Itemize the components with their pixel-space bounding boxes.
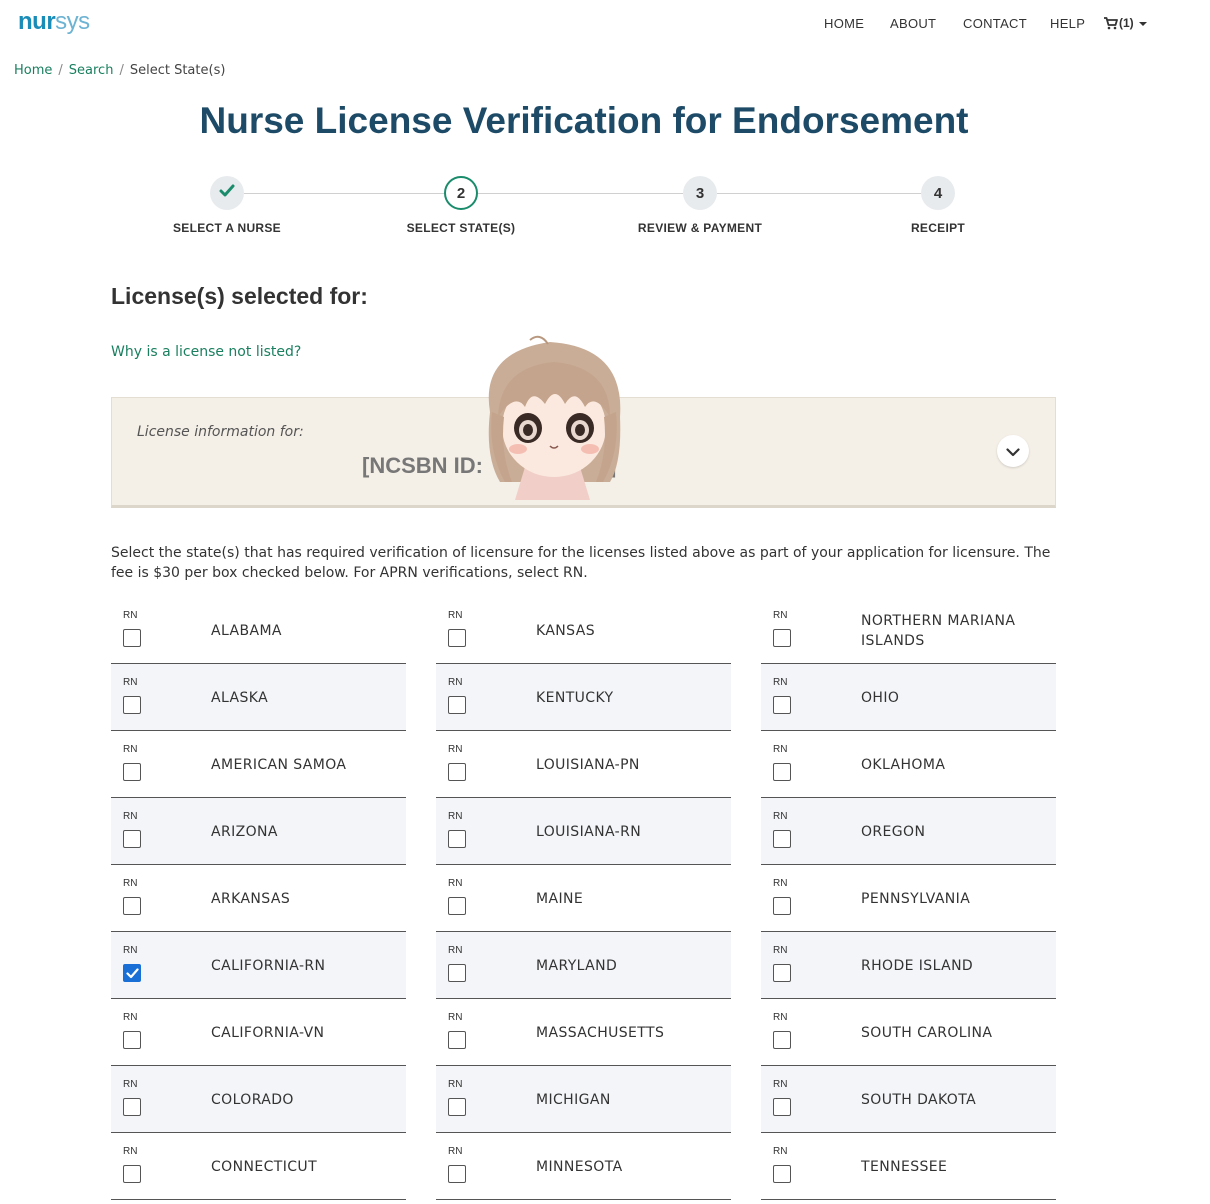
- state-name: KENTUCKY: [536, 689, 614, 706]
- checkmark-icon: [126, 968, 139, 979]
- shopping-cart-icon: [1104, 17, 1118, 30]
- state-name: SOUTH CAROLINA: [861, 1024, 993, 1041]
- state-name: ARKANSAS: [211, 890, 291, 907]
- breadcrumb-current: Select State(s): [129, 63, 226, 78]
- state-checkbox[interactable]: [123, 897, 141, 915]
- license-type-label: RN: [448, 878, 463, 889]
- state-name: CALIFORNIA-VN: [211, 1024, 325, 1041]
- state-checkbox[interactable]: [123, 696, 141, 714]
- step-connector: [244, 193, 444, 194]
- state-name: KANSAS: [536, 622, 595, 639]
- license-info-label: License information for:: [137, 424, 304, 440]
- step-3-indicator: 3: [683, 176, 717, 210]
- step-4-label: RECEIPT: [910, 221, 966, 235]
- breadcrumb: [14, 63, 225, 78]
- state-checkbox[interactable]: [448, 1031, 466, 1049]
- license-type-label: RN: [773, 1079, 788, 1090]
- state-row: [111, 1066, 406, 1133]
- state-name: CONNECTICUT: [211, 1158, 318, 1175]
- license-type-label: RN: [773, 811, 788, 822]
- state-row: [761, 1133, 1056, 1200]
- state-name: PENNSYLVANIA: [861, 890, 971, 907]
- expand-panel-button[interactable]: [997, 435, 1029, 467]
- state-checkbox[interactable]: [448, 696, 466, 714]
- state-row: [436, 1066, 731, 1133]
- license-type-label: RN: [123, 811, 138, 822]
- state-name: LOUISIANA-PN: [536, 756, 640, 773]
- license-type-label: RN: [123, 945, 138, 956]
- license-type-label: RN: [773, 744, 788, 755]
- logo-text-secondary: sys: [55, 8, 90, 35]
- state-name: CALIFORNIA-RN: [211, 957, 326, 974]
- step-2-label: SELECT STATE(S): [406, 221, 516, 235]
- state-row: [436, 865, 731, 932]
- license-type-label: RN: [123, 1146, 138, 1157]
- license-type-label: RN: [448, 811, 463, 822]
- step-connector: [717, 193, 921, 194]
- state-row: [436, 798, 731, 865]
- state-name: OREGON: [861, 823, 926, 840]
- state-checkbox[interactable]: [123, 763, 141, 781]
- step-4-indicator: 4: [921, 176, 955, 210]
- state-column-2: [436, 597, 731, 1200]
- state-name: OHIO: [861, 689, 900, 706]
- state-checkbox[interactable]: [123, 1165, 141, 1183]
- step-2-indicator: 2: [444, 176, 478, 210]
- state-row: [111, 932, 406, 999]
- state-row: [111, 865, 406, 932]
- state-row: [436, 664, 731, 731]
- state-checkbox[interactable]: [448, 763, 466, 781]
- state-checkbox[interactable]: [123, 1098, 141, 1116]
- logo-text-primary: nur: [18, 8, 56, 35]
- state-row: [761, 664, 1056, 731]
- chevron-down-icon: [1006, 442, 1020, 461]
- license-type-label: RN: [448, 1146, 463, 1157]
- state-checkbox[interactable]: [448, 1165, 466, 1183]
- top-navbar: [0, 0, 1210, 50]
- state-row: [111, 1133, 406, 1200]
- state-name: NORTHERN MARIANA ISLANDS: [861, 612, 1016, 649]
- state-checkbox[interactable]: [123, 830, 141, 848]
- license-type-label: RN: [773, 1146, 788, 1157]
- state-checkbox[interactable]: [773, 1165, 791, 1183]
- license-type-label: RN: [448, 1012, 463, 1023]
- license-type-label: RN: [773, 610, 788, 621]
- state-row: [761, 1066, 1056, 1133]
- main-nav: [0, 16, 1210, 36]
- nav-contact-link[interactable]: CONTACT: [963, 16, 1027, 31]
- state-row: [111, 798, 406, 865]
- state-name: COLORADO: [211, 1091, 294, 1108]
- state-name: AMERICAN SAMOA: [211, 756, 347, 773]
- breadcrumb-home-link[interactable]: Home: [14, 63, 53, 78]
- state-checkbox[interactable]: [123, 629, 141, 647]
- license-type-label: RN: [448, 677, 463, 688]
- license-type-label: RN: [123, 677, 138, 688]
- state-row: [111, 664, 406, 731]
- state-row: [111, 999, 406, 1066]
- state-name: SOUTH DAKOTA: [861, 1091, 977, 1108]
- state-checkbox[interactable]: [448, 897, 466, 915]
- license-type-label: RN: [448, 744, 463, 755]
- state-name: RHODE ISLAND: [861, 957, 974, 974]
- step-connector: [478, 193, 683, 194]
- cart-dropdown[interactable]: [1104, 16, 1147, 30]
- state-row: [436, 1133, 731, 1200]
- state-checkbox[interactable]: [773, 696, 791, 714]
- step-1-label: SELECT A NURSE: [173, 221, 281, 235]
- state-name: MASSACHUSETTS: [536, 1024, 665, 1041]
- breadcrumb-separator: /: [58, 63, 63, 78]
- nav-help-link[interactable]: HELP: [1050, 16, 1086, 31]
- state-column-1: [111, 597, 406, 1200]
- state-checkbox[interactable]: [448, 629, 466, 647]
- caret-down-icon: [1139, 22, 1147, 26]
- nav-about-link[interactable]: ABOUT: [890, 16, 937, 31]
- state-row: [761, 932, 1056, 999]
- state-row: [761, 731, 1056, 798]
- state-checkbox[interactable]: [773, 1098, 791, 1116]
- license-type-label: RN: [773, 677, 788, 688]
- state-row: [436, 932, 731, 999]
- state-column-3: [761, 597, 1056, 1200]
- checkmark-icon: [219, 184, 235, 202]
- progress-stepper: [0, 176, 1210, 246]
- state-name: MICHIGAN: [536, 1091, 611, 1108]
- license-type-label: RN: [773, 945, 788, 956]
- state-checkbox[interactable]: [773, 830, 791, 848]
- state-checkbox[interactable]: [773, 629, 791, 647]
- state-name: MARYLAND: [536, 957, 618, 974]
- state-name: ALASKA: [211, 689, 269, 706]
- state-row: [436, 731, 731, 798]
- step-1-indicator: [210, 176, 244, 210]
- state-name: MAINE: [536, 890, 584, 907]
- why-license-not-listed-link[interactable]: Why is a license not listed?: [111, 344, 302, 360]
- state-name: TENNESSEE: [861, 1158, 948, 1175]
- state-name: ARIZONA: [211, 823, 278, 840]
- state-row: [761, 865, 1056, 932]
- license-section-title: License(s) selected for:: [111, 283, 368, 309]
- step-3-label: REVIEW & PAYMENT: [637, 221, 763, 235]
- state-name: OKLAHOMA: [861, 756, 946, 773]
- state-row: [436, 597, 731, 664]
- nav-home-link[interactable]: HOME: [824, 16, 865, 31]
- state-row: [761, 597, 1056, 664]
- anime-girl-sticker: [470, 332, 638, 502]
- license-type-label: RN: [123, 1079, 138, 1090]
- ncsbn-id: [NCSBN ID:: [362, 453, 483, 478]
- state-name: ALABAMA: [211, 622, 282, 639]
- state-row: [436, 999, 731, 1066]
- state-checkbox[interactable]: [773, 763, 791, 781]
- state-checkbox[interactable]: [773, 964, 791, 982]
- state-checkbox[interactable]: [123, 964, 141, 982]
- breadcrumb-search-link[interactable]: Search: [68, 63, 114, 78]
- state-checkbox[interactable]: [123, 1031, 141, 1049]
- breadcrumb-separator: /: [119, 63, 124, 78]
- state-checkbox[interactable]: [448, 964, 466, 982]
- state-name: LOUISIANA-RN: [536, 823, 642, 840]
- license-type-label: RN: [448, 945, 463, 956]
- state-checkbox[interactable]: [448, 830, 466, 848]
- state-row: [111, 731, 406, 798]
- license-type-label: RN: [448, 1079, 463, 1090]
- license-type-label: RN: [123, 744, 138, 755]
- license-type-label: RN: [773, 1012, 788, 1023]
- license-type-label: RN: [123, 878, 138, 889]
- state-row: [111, 597, 406, 664]
- state-checkbox[interactable]: [448, 1098, 466, 1116]
- license-type-label: RN: [123, 610, 138, 621]
- state-row: [761, 999, 1056, 1066]
- state-checkbox[interactable]: [773, 1031, 791, 1049]
- state-name: MINNESOTA: [536, 1158, 623, 1175]
- instructions-text: Select the state(s) that has required verification of licensure for the licenses listed above as part of your application for licensure. The fee is $30 per box checked below. For APRN verifications, select RN.: [111, 545, 1051, 581]
- state-row: [761, 798, 1056, 865]
- page-title: Nurse License Verification for Endorsement: [199, 100, 969, 141]
- license-type-label: RN: [123, 1012, 138, 1023]
- state-checkbox[interactable]: [773, 897, 791, 915]
- license-type-label: RN: [773, 878, 788, 889]
- cart-count: (1): [1119, 16, 1134, 30]
- license-type-label: RN: [448, 610, 463, 621]
